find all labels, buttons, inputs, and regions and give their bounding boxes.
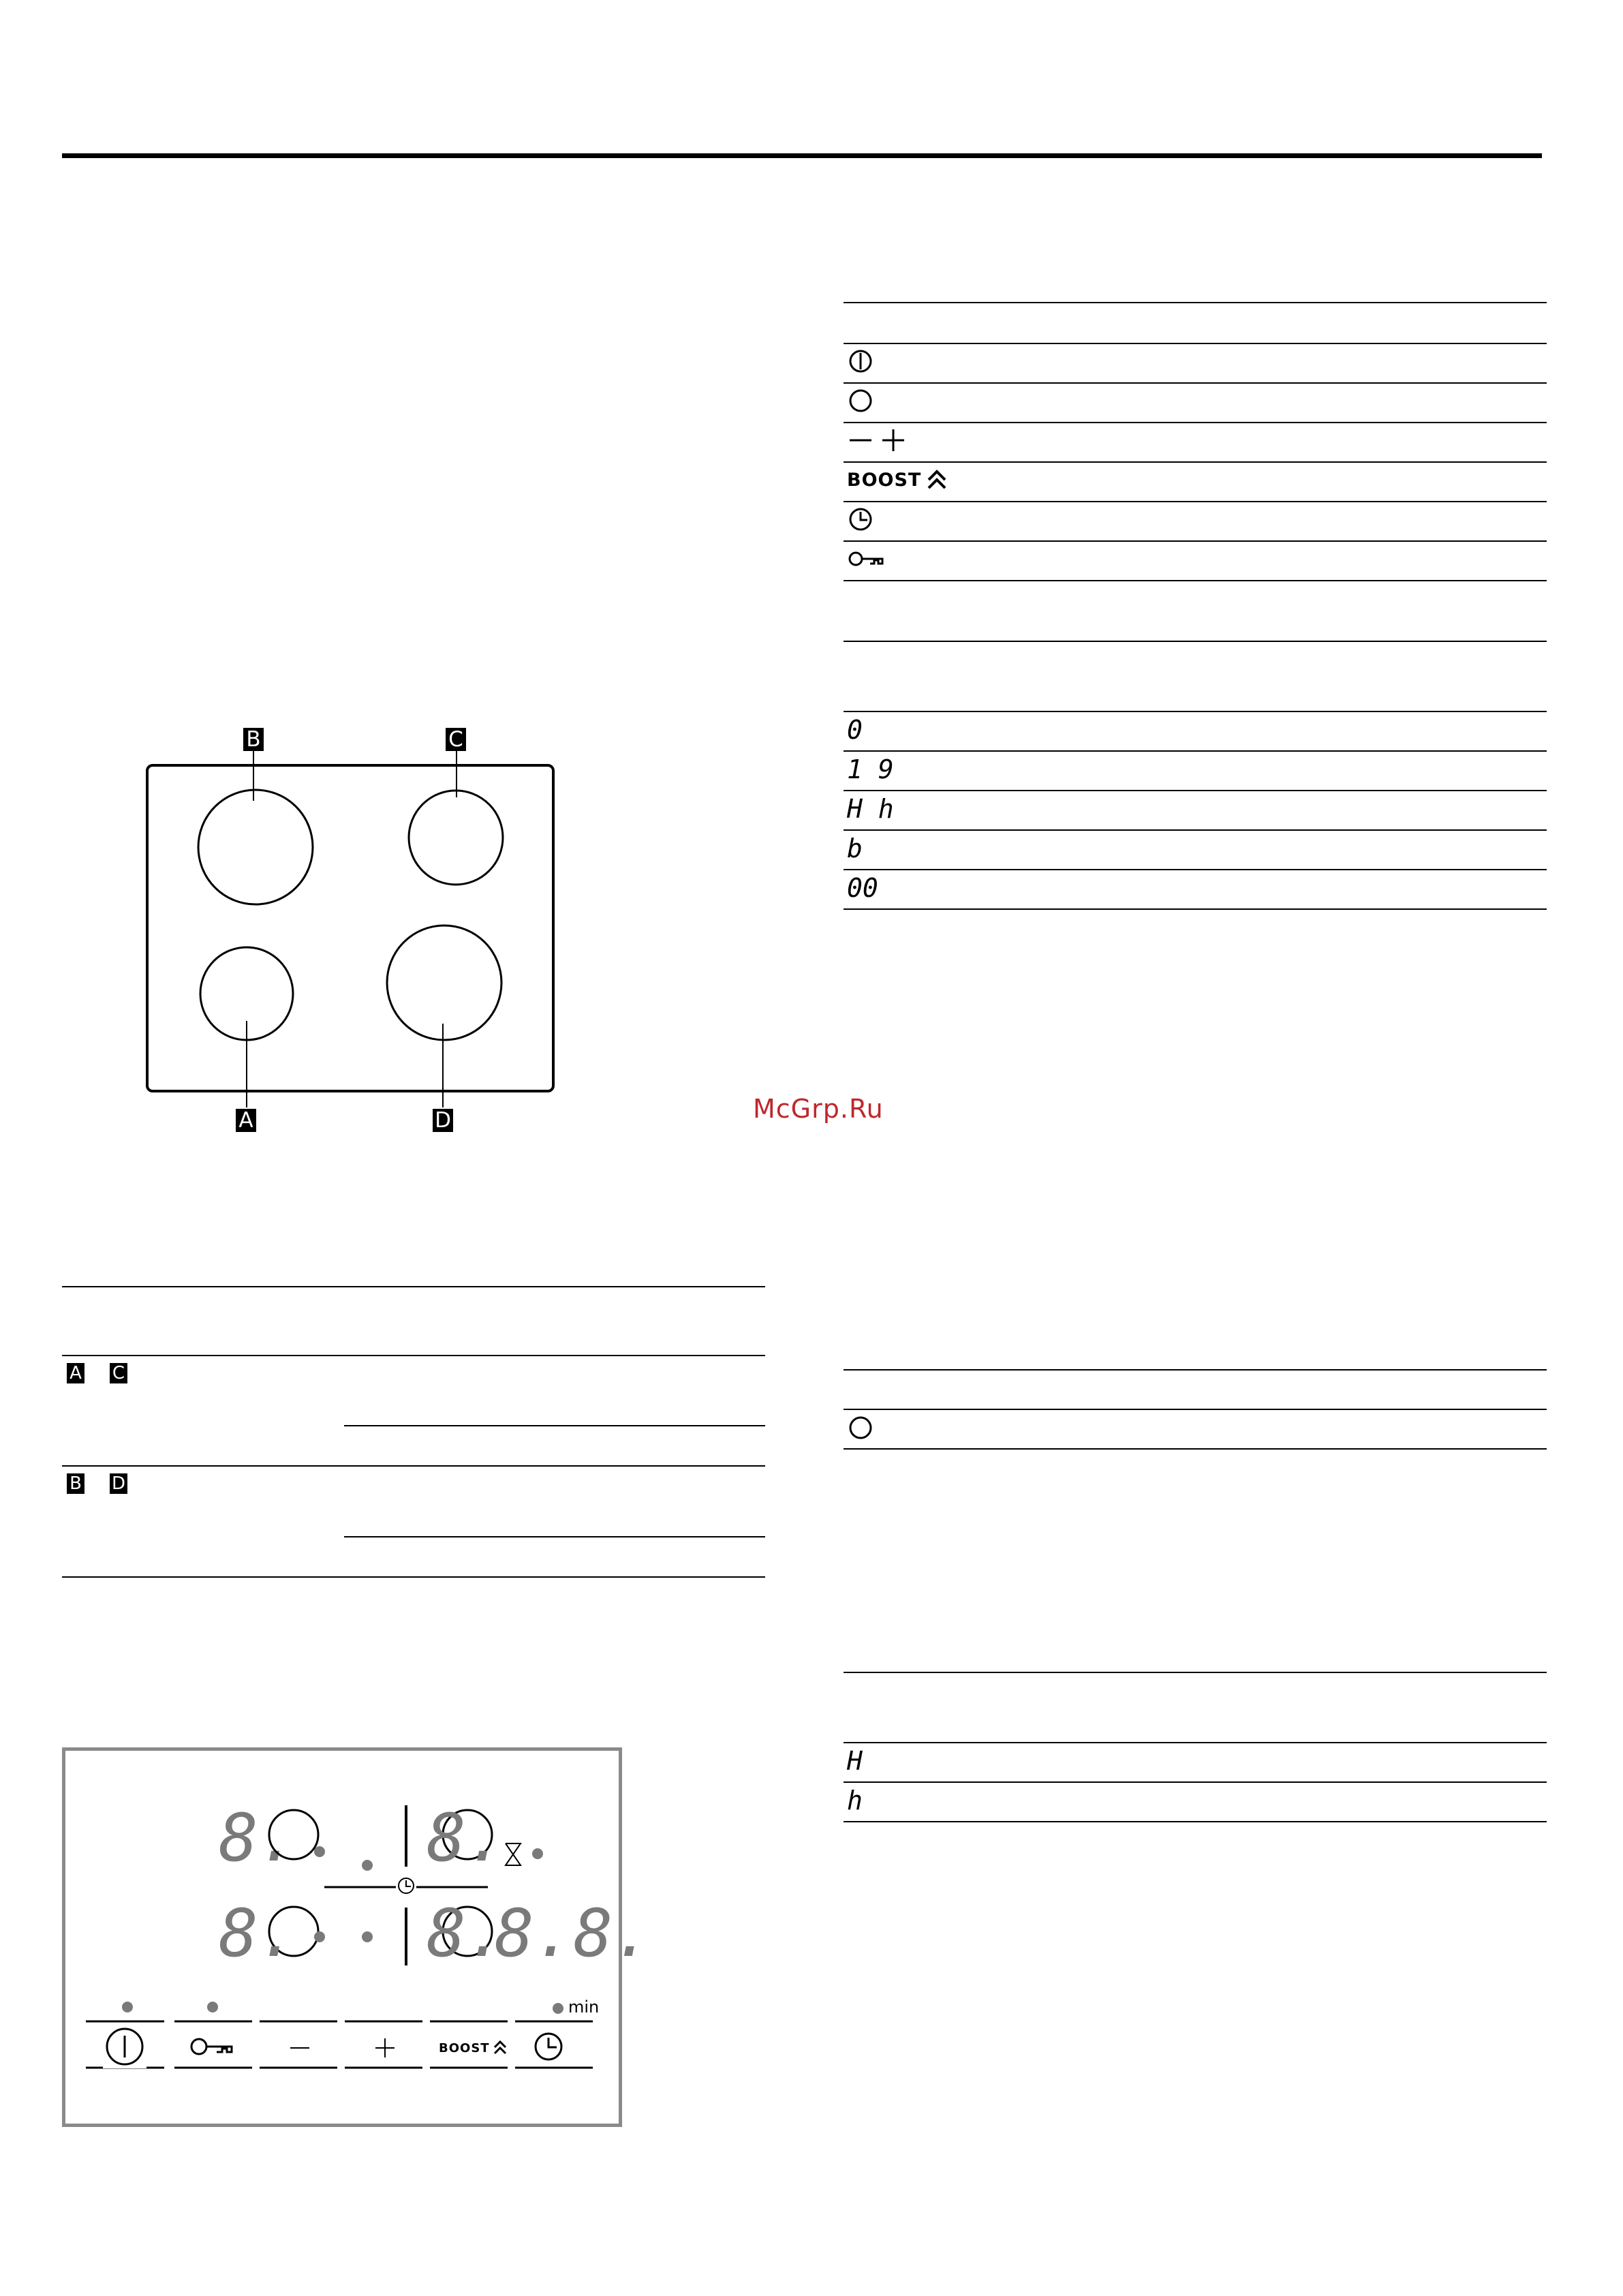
table-rule: [62, 1286, 765, 1287]
lock-indicator-dot: [207, 2002, 218, 2012]
timer-button[interactable]: [532, 2030, 565, 2063]
timer-icon: [532, 2030, 565, 2063]
zone-c-circle: [409, 791, 503, 885]
timer-display: 8.8.: [495, 1895, 653, 1972]
display-symbol-b: b: [847, 833, 863, 863]
zone-label-a: A: [236, 1109, 256, 1132]
boost-button[interactable]: [439, 2036, 508, 2060]
power-icon: [103, 2025, 146, 2068]
display-bottom-left: 8.: [219, 1895, 298, 1972]
minus-plus-icon: [847, 423, 908, 457]
control-panel: [62, 1747, 653, 2127]
residual-symbol-h-upper: H: [847, 1746, 863, 1776]
minus-button[interactable]: [285, 2030, 315, 2064]
table-rule: [62, 1465, 765, 1467]
table-rule: [844, 302, 1547, 303]
timer-indicator-dot: [532, 1848, 543, 1859]
table-rule: [844, 1369, 1547, 1371]
table-rule: [844, 1409, 1547, 1410]
childlock-key-icon: [847, 542, 885, 576]
table-rule: [844, 461, 1547, 463]
boost-label: BOOST: [439, 2040, 490, 2055]
table-rule: [344, 1536, 765, 1537]
table-rule: [844, 641, 1547, 642]
table-rule: [62, 1355, 765, 1356]
display-top-right: 8.: [427, 1800, 506, 1876]
watermark: McGrp.Ru: [753, 1094, 884, 1124]
page-top-rule: [62, 153, 1542, 158]
hob-outline: [136, 716, 572, 1138]
zone-b-circle: [198, 790, 313, 904]
display-bottom-right: 8.: [427, 1895, 506, 1972]
display-symbol-1-9: 1 9: [847, 754, 894, 784]
display-symbol-h: H h: [847, 794, 894, 824]
table-rule: [844, 1672, 1547, 1673]
table-rule: [844, 580, 1547, 581]
boost-chevron-icon: [493, 2038, 508, 2058]
table-rule: [844, 1821, 1547, 1822]
table-rule: [844, 1742, 1547, 1743]
table-rule: [844, 540, 1547, 542]
power-icon: [847, 344, 874, 378]
table-rule: [844, 343, 1547, 344]
power-indicator-dot: [122, 2002, 133, 2012]
display-symbol-00: 00: [847, 873, 878, 903]
zone-tag-a: A: [67, 1363, 84, 1383]
plus-button[interactable]: [370, 2030, 400, 2064]
zone-d-circle: [387, 925, 501, 1040]
table-rule: [844, 422, 1547, 423]
min-label: min: [568, 1997, 600, 2017]
plus-icon: [370, 2030, 400, 2064]
table-rule: [844, 829, 1547, 831]
table-rule: [844, 711, 1547, 712]
zone-tag-b: B: [67, 1473, 84, 1494]
table-rule: [844, 382, 1547, 384]
table-rule: [844, 1781, 1547, 1783]
zone-select-icon: [847, 384, 874, 418]
hourglass-icon: [503, 1842, 523, 1867]
zone-select-icon: [847, 1411, 874, 1445]
display-top-left: 8.: [219, 1800, 298, 1876]
boost-label: BOOST: [847, 469, 922, 491]
table-rule: [844, 750, 1547, 752]
table-rule: [62, 1576, 765, 1578]
power-button[interactable]: [103, 2025, 146, 2068]
residual-symbol-h-lower: h: [847, 1786, 863, 1816]
boost-icon: [847, 463, 948, 497]
zone-label-d: D: [433, 1109, 453, 1132]
table-rule: [844, 908, 1547, 910]
zone-tag-c: C: [110, 1363, 127, 1383]
zone-label-c: C: [446, 728, 466, 751]
table-rule: [844, 790, 1547, 791]
zone-tag-d: D: [110, 1473, 127, 1494]
min-indicator-dot: [553, 2003, 563, 2014]
childlock-button[interactable]: [188, 2032, 236, 2062]
childlock-key-icon: [188, 2032, 236, 2062]
timer-icon: [847, 502, 874, 536]
table-rule: [344, 1425, 765, 1426]
zone-indicator-dot: [362, 1931, 373, 1942]
zone-indicator-dot: [314, 1931, 325, 1942]
display-symbol-0: 0: [847, 715, 863, 745]
zone-indicator-dot: [314, 1846, 325, 1857]
table-rule: [844, 869, 1547, 870]
minus-icon: [285, 2030, 315, 2064]
zone-label-b: B: [243, 728, 264, 751]
table-rule: [844, 1448, 1547, 1450]
button-row-lines: [86, 2020, 604, 2075]
zone-indicator-dot: [362, 1860, 373, 1871]
table-rule: [844, 501, 1547, 502]
